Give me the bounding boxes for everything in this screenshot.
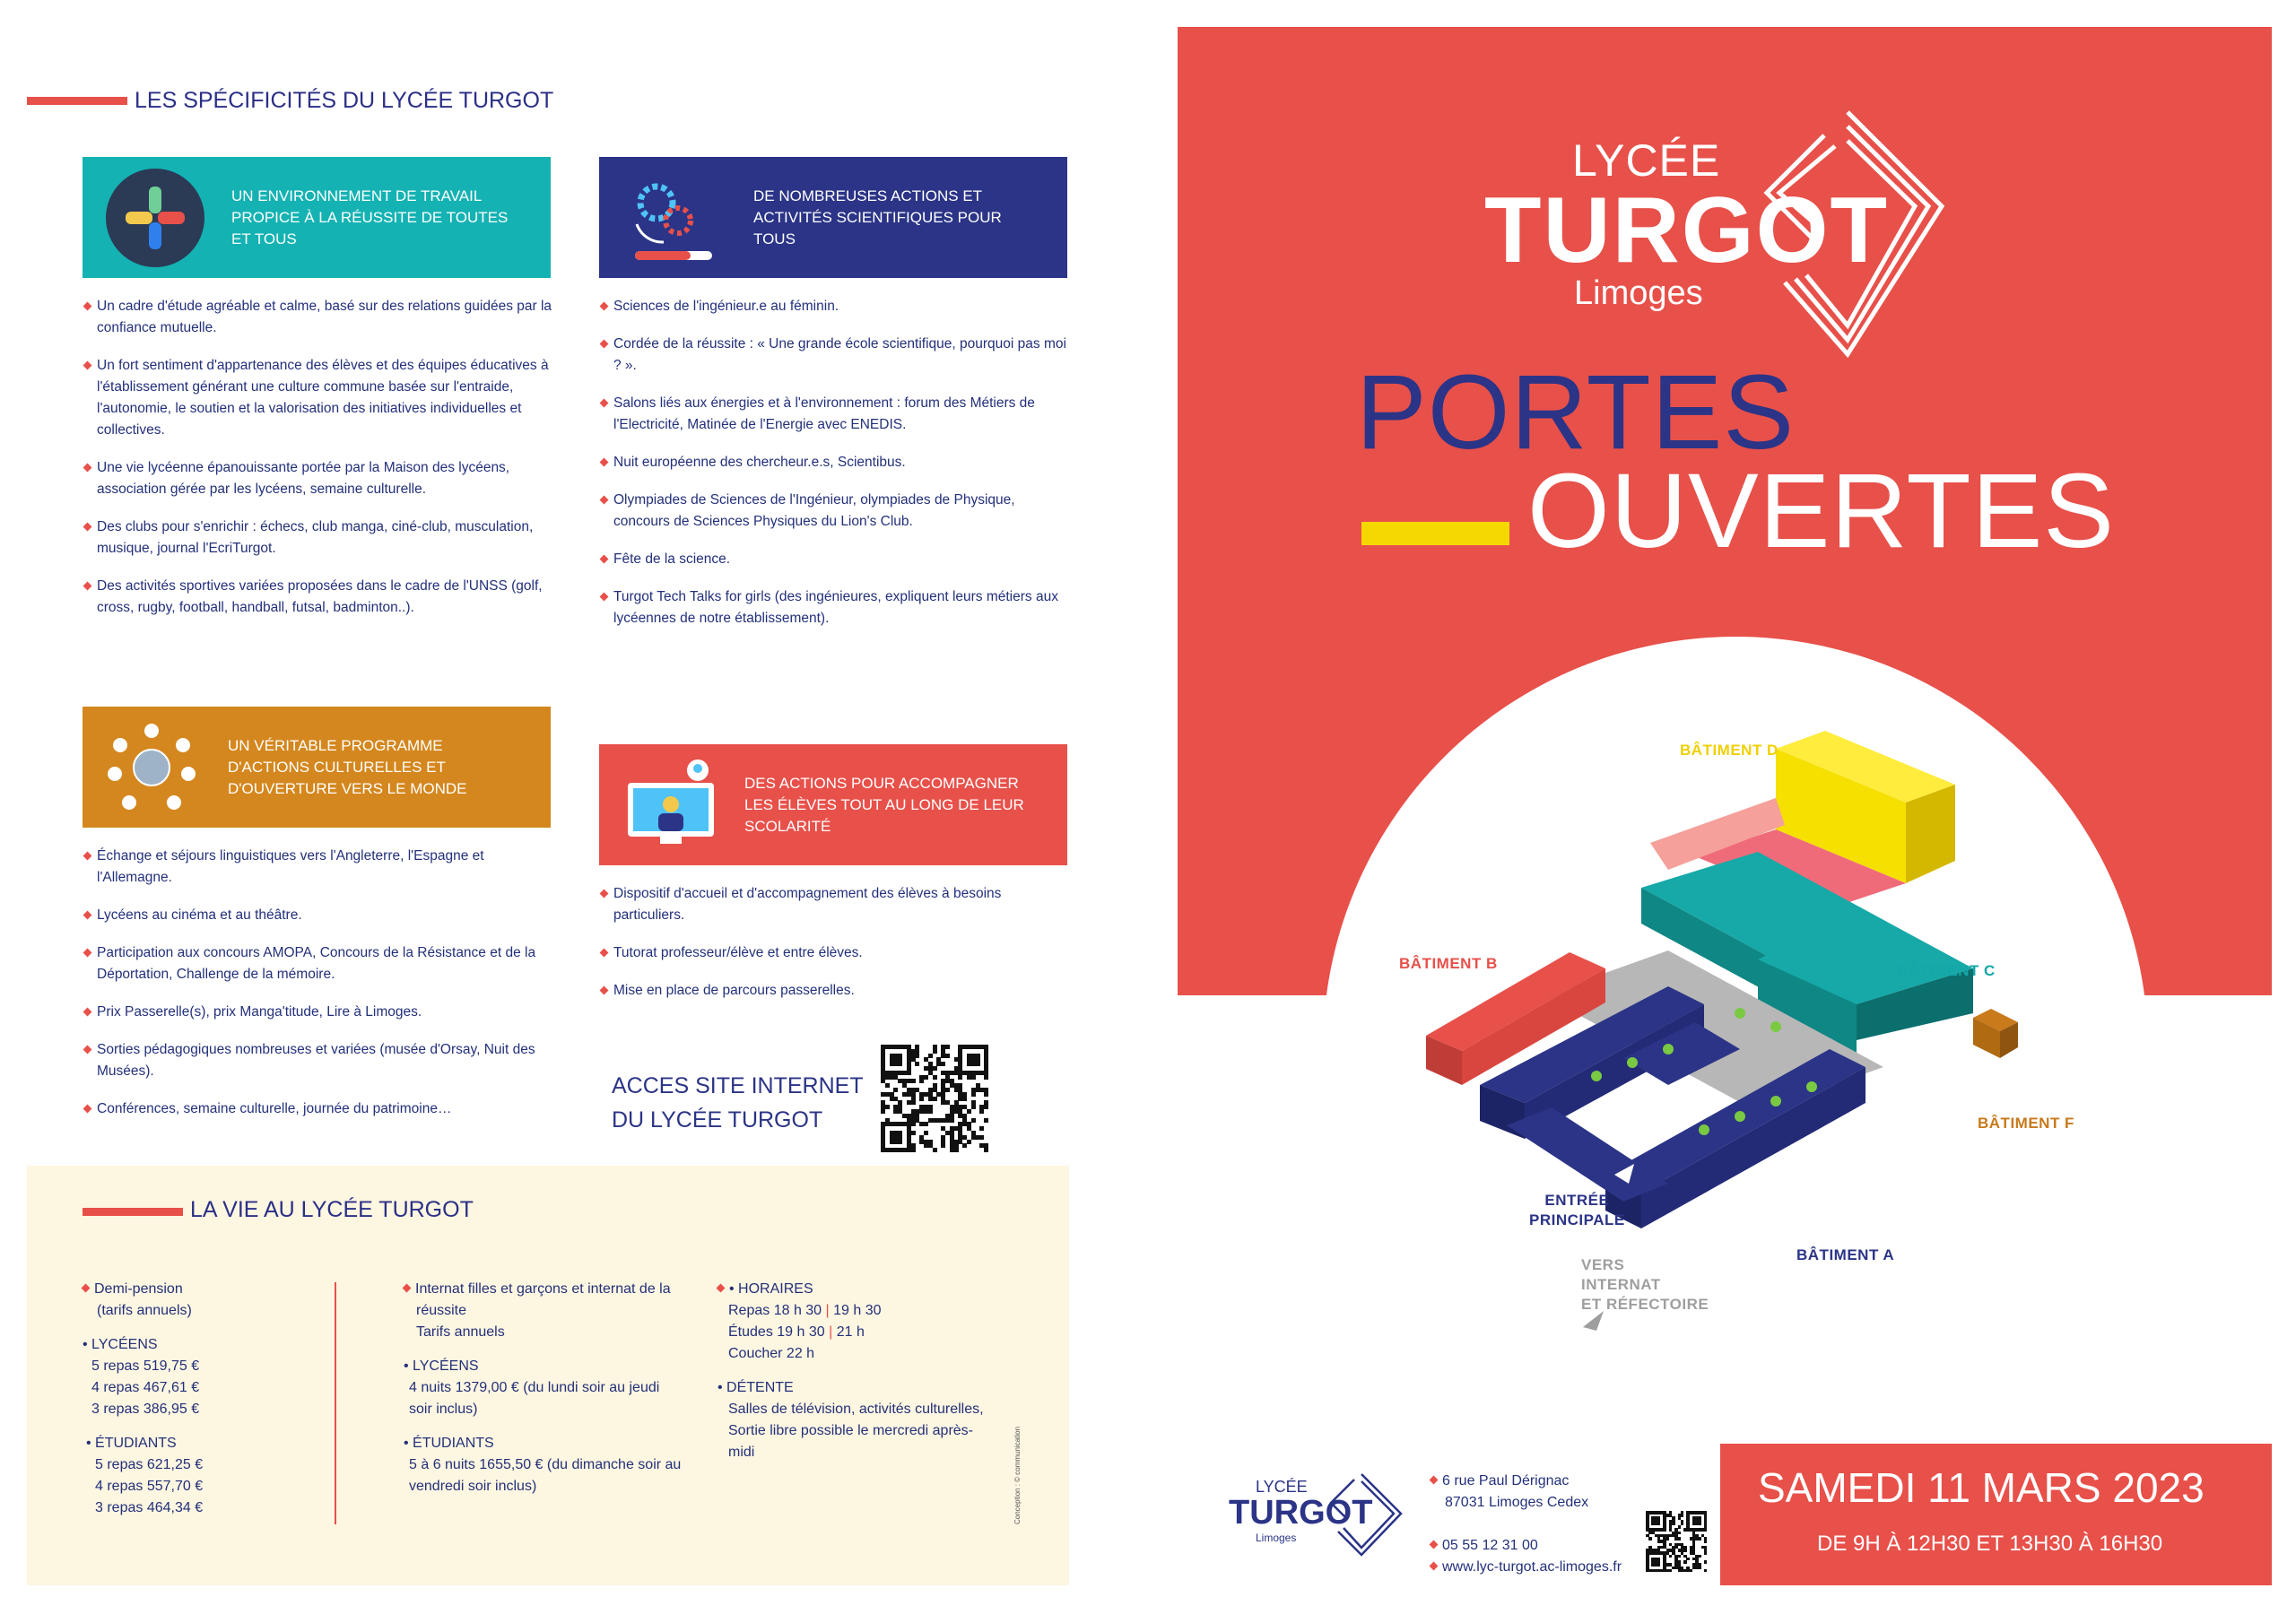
qr-module <box>1681 1514 1684 1517</box>
card-heading-line: DES ACTIONS POUR ACCOMPAGNER <box>744 774 1019 792</box>
vie-text: Salles de télévision, activités culturelles, <box>728 1402 984 1417</box>
vie-text: • LYCÉENS <box>404 1358 479 1374</box>
label-line: PRINCIPALE <box>1529 1211 1625 1228</box>
card-heading-line: ET TOUS <box>231 230 297 247</box>
card-culture-header <box>83 707 551 828</box>
vie-text: 21 h <box>836 1324 865 1340</box>
footer-diamond-icon <box>1326 1471 1406 1560</box>
globe-network-icon <box>102 718 201 817</box>
vie-title: LA VIE AU LYCÉE TURGOT <box>190 1197 474 1222</box>
qr-module <box>924 1131 928 1135</box>
list-item: Dispositif d'accueil et d'accompagnement des élèves à besoins particuliers. <box>599 883 1074 926</box>
qr-module <box>924 1075 928 1080</box>
logo-lycee: LYCÉE <box>1572 135 1721 186</box>
vie-text: Coucher 22 h <box>728 1346 815 1361</box>
qr-module <box>919 1097 924 1101</box>
list-item: Mise en place de parcours passerelles. <box>599 980 1074 1002</box>
vie-rule <box>83 1208 183 1216</box>
qr-module <box>971 1092 976 1097</box>
qr-module <box>933 1049 937 1054</box>
list-item: Sciences de l'ingénieur.e au féminin. <box>599 296 1074 317</box>
qr-module <box>979 1135 984 1140</box>
label-batiment-b: BÂTIMENT B <box>1399 955 1498 972</box>
vie-text: (tarifs annuels) <box>97 1303 192 1318</box>
card-heading-line: LES ÉLÈVES TOUT AU LONG DE LEUR <box>744 795 1024 813</box>
label-batiment-c: BÂTIMENT C <box>1897 962 1996 979</box>
qr-module <box>1681 1523 1684 1526</box>
label-line: ENTRÉE <box>1544 1192 1610 1209</box>
title-rule <box>27 97 127 105</box>
list-item: Une vie lycéenne épanouissante portée par la Maison des lycéens, association gérée par les lycéens, semaine culturelle. <box>83 457 558 500</box>
card-heading-line: UN VÉRITABLE PROGRAMME <box>228 736 443 754</box>
qr-module <box>971 1118 976 1123</box>
logo-diamond-icon <box>1749 103 1955 372</box>
qr-module <box>1704 1540 1708 1543</box>
qr-module <box>911 1100 916 1105</box>
label-vers-internat <box>1581 1255 1709 1315</box>
diamond-bullet <box>82 1284 91 1293</box>
vie-text: Études 19 h 30 <box>728 1324 825 1340</box>
qr-module <box>885 1105 890 1109</box>
qr-module <box>1669 1555 1673 1558</box>
qr-module <box>928 1054 933 1058</box>
vie-text: 3 repas 464,34 € <box>95 1500 204 1515</box>
qr-module <box>945 1088 950 1092</box>
qr-module <box>1678 1537 1682 1541</box>
qr-module <box>911 1148 916 1152</box>
card-heading-line: TOUS <box>753 230 796 247</box>
list-item: Lycéens au cinéma et au théâtre. <box>83 905 558 926</box>
vie-internat <box>404 1279 700 1497</box>
logo-city: Limoges <box>1574 274 1703 312</box>
vie-text: • HORAIRES <box>729 1281 813 1297</box>
qr-module <box>1648 1537 1652 1541</box>
diamond-bullet <box>1430 1562 1439 1571</box>
qr-code-footer[interactable] <box>1646 1511 1707 1572</box>
qr-module <box>1663 1528 1666 1532</box>
list-item: Cordée de la réussite : « Une grande école scientifique, pourquoi pas moi ? ». <box>599 334 1074 377</box>
card-sciences-header <box>599 157 1067 278</box>
label-line: VERS <box>1581 1256 1625 1273</box>
qr-module <box>933 1075 937 1080</box>
site-link-line: ACCES SITE INTERNET <box>612 1073 864 1098</box>
qr-module <box>979 1126 984 1131</box>
label-batiment-a: BÂTIMENT A <box>1796 1246 1895 1263</box>
card-heading-line: ACTIVITÉS SCIENTIFIQUES POUR <box>753 208 1002 226</box>
qr-module <box>967 1109 971 1114</box>
label-line: ET RÉFECTOIRE <box>1581 1296 1709 1313</box>
qr-module <box>962 1097 967 1101</box>
logo-turgot: TURGOT <box>1484 178 1890 282</box>
design-credit: Conception : © communication <box>1013 1426 1022 1524</box>
footer-logo-turgot: TURGOT <box>1229 1494 1373 1532</box>
vie-text: soir inclus) <box>409 1402 478 1417</box>
event-date: SAMEDI 11 MARS 2023 <box>1758 1464 2205 1511</box>
cover-yellow-bar <box>1361 522 1509 545</box>
qr-module <box>1657 1523 1661 1526</box>
vie-text: réussite <box>416 1303 467 1318</box>
page-title: LES SPÉCIFICITÉS DU LYCÉE TURGOT <box>135 88 554 113</box>
qr-module <box>976 1062 980 1066</box>
qr-module <box>933 1148 937 1152</box>
vie-horaires <box>718 1279 1013 1463</box>
vie-text: • LYCÉENS <box>83 1337 158 1352</box>
vie-text: Demi-pension <box>94 1281 183 1297</box>
qr-module <box>950 1118 954 1123</box>
card-environnement-header <box>83 157 551 278</box>
qr-module <box>1683 1549 1687 1552</box>
vie-text: 5 à 6 nuits 1655,50 € (du dimanche soir au <box>409 1457 682 1472</box>
qr-module <box>898 1140 902 1144</box>
list-item: Salons liés aux énergies et à l'environnement : forum des Métiers de l'Electricité, Matinée de l'Energie avec ENEDIS. <box>599 393 1074 436</box>
list-item: Un cadre d'étude agréable et calme, basé sur des relations guidées par la confiance mutuelle. <box>83 296 558 339</box>
qr-module <box>984 1118 988 1123</box>
label-line: INTERNAT <box>1581 1276 1661 1293</box>
cover-portes: PORTES <box>1356 353 1796 472</box>
qr-module <box>1698 1523 1701 1526</box>
vie-text: 4 repas 467,61 € <box>91 1380 200 1395</box>
qr-module <box>1678 1532 1682 1535</box>
phone-number: 05 55 12 31 00 <box>1442 1538 1538 1553</box>
footer-logo-lycee: LYCÉE <box>1256 1478 1308 1496</box>
list-item: Conférences, semaine culturelle, journée du patrimoine… <box>83 1098 558 1120</box>
qr-module <box>1666 1537 1670 1541</box>
card-accompagnement-header <box>599 744 1067 865</box>
vie-text: 4 repas 557,70 € <box>95 1479 204 1494</box>
qr-module <box>924 1122 928 1126</box>
qr-module <box>907 1071 911 1075</box>
hands-icon <box>106 169 204 267</box>
vie-text: midi <box>728 1445 755 1460</box>
vie-text: Sortie libre possible le mercredi après- <box>728 1423 973 1438</box>
vie-text: 5 repas 519,75 € <box>91 1358 200 1374</box>
qr-module <box>915 1054 919 1058</box>
vie-text: vendredi soir inclus) <box>409 1479 537 1494</box>
qr-module <box>945 1045 950 1049</box>
diamond-bullet <box>1430 1541 1439 1549</box>
vie-text: 4 nuits 1379,00 € (du lundi soir au jeudi <box>409 1380 660 1395</box>
card-heading-line: UN ENVIRONNEMENT DE TRAVAIL <box>231 187 483 204</box>
vie-demi-pension <box>83 1279 316 1519</box>
gears-icon <box>619 169 726 267</box>
qr-module <box>911 1079 916 1083</box>
qr-module <box>984 1148 988 1152</box>
card-heading-line: D'OUVERTURE VERS LE MONDE <box>228 779 467 797</box>
qr-module <box>1686 1558 1690 1561</box>
vie-divider <box>335 1282 336 1524</box>
address-line: 6 rue Paul Dérignac <box>1442 1473 1570 1488</box>
card-accompagnement-list <box>599 883 1074 1018</box>
qr-module <box>928 1109 933 1114</box>
card-environnement-list <box>83 296 558 635</box>
qr-module <box>933 1066 937 1071</box>
vie-text: Repas 18 h 30 <box>728 1303 822 1318</box>
qr-module <box>933 1097 937 1101</box>
diamond-bullet <box>1430 1476 1439 1485</box>
qr-module <box>1698 1537 1701 1541</box>
list-item: Nuit européenne des chercheur.e.s, Scientibus. <box>599 452 1074 473</box>
qr-module <box>1704 1569 1708 1573</box>
qr-module <box>984 1092 988 1097</box>
list-item: Turgot Tech Talks for girls (des ingénieures, expliquent leurs métiers aux lycéennes de notre établissement). <box>599 586 1074 629</box>
qr-module <box>1657 1563 1661 1567</box>
site-link[interactable] <box>612 1069 864 1137</box>
card-sciences-list <box>599 296 1074 646</box>
list-item: Tutorat professeur/élève et entre élèves. <box>599 942 1074 964</box>
qr-module <box>911 1122 916 1126</box>
qr-module <box>971 1075 976 1080</box>
card-heading-line: D'ACTIONS CULTURELLES ET <box>228 758 446 776</box>
card-heading-line: SCOLARITÉ <box>744 817 831 835</box>
vie-text: Internat filles et garçons et internat de la <box>415 1281 671 1297</box>
qr-module <box>1704 1560 1708 1564</box>
date-banner <box>1720 1444 2272 1585</box>
cover-ouvertes: OUVERTES <box>1527 452 2115 570</box>
qr-module <box>945 1054 950 1058</box>
diamond-bullet <box>717 1284 726 1293</box>
qr-module <box>881 1109 885 1114</box>
list-item: Olympiades de Sciences de l'Ingénieur, olympiades de Physique, concours de Sciences Physiques du Lion's Club. <box>599 490 1074 533</box>
qr-module <box>1669 1569 1673 1573</box>
video-call-icon <box>624 756 723 855</box>
vie-text: • DÉTENTE <box>718 1380 794 1395</box>
building-f <box>1973 1009 2018 1058</box>
list-item: Fête de la science. <box>599 549 1074 570</box>
qr-module <box>1690 1569 1693 1573</box>
qr-module <box>967 1140 971 1144</box>
list-item: Participation aux concours AMOPA, Concours de la Résistance et de la Déportation, Challenge de la mémoire. <box>83 942 558 985</box>
vie-text: • ÉTUDIANTS <box>86 1436 177 1451</box>
qr-module <box>1704 1528 1708 1532</box>
qr-module <box>954 1148 959 1152</box>
label-batiment-f: BÂTIMENT F <box>1978 1115 2074 1132</box>
qr-module <box>1698 1555 1701 1558</box>
qr-module <box>1698 1567 1701 1570</box>
vie-text: 3 repas 386,95 € <box>91 1402 200 1417</box>
qr-module <box>1683 1560 1687 1564</box>
separator: | <box>829 1324 833 1340</box>
qr-module <box>919 1079 924 1083</box>
qr-module <box>958 1075 962 1080</box>
qr-module <box>898 1062 902 1066</box>
label-entree <box>1529 1191 1625 1230</box>
vie-text: • ÉTUDIANTS <box>404 1436 494 1451</box>
qr-module <box>941 1062 945 1066</box>
qr-module <box>979 1109 984 1114</box>
qr-module <box>885 1083 890 1088</box>
separator: | <box>825 1303 830 1318</box>
qr-module <box>1678 1525 1682 1529</box>
list-item: Un fort sentiment d'appartenance des élèves et des équipes éducatives à l'établissement générant une culture commune basée sur l'entraide, l'autonomie, le soutien et la valorisation des initiatives individuelles et collectives. <box>83 355 558 441</box>
label-batiment-d: BÂTIMENT D <box>1680 742 1779 759</box>
vie-text: Tarifs annuels <box>416 1324 505 1340</box>
site-link-line: DU LYCÉE TURGOT <box>612 1107 823 1133</box>
qr-module <box>915 1062 919 1066</box>
card-culture-list <box>83 846 558 1136</box>
footer-logo <box>1229 1471 1399 1560</box>
diamond-bullet <box>403 1284 412 1293</box>
list-item: Sorties pédagogiques nombreuses et variées (musée d'Orsay, Nuit des Musées). <box>83 1039 558 1082</box>
qr-module <box>1672 1523 1675 1526</box>
qr-module <box>911 1131 916 1135</box>
vie-text: 5 repas 621,25 € <box>95 1457 204 1472</box>
list-item: Des activités sportives variées proposées dans le cadre de l'UNSS (golf, cross, rugby, football, handball, futsal, badminton..). <box>83 576 558 619</box>
list-item: Des clubs pour s'enrichir : échecs, club manga, ciné-club, musculation, musique, journal l'EcriTurgot. <box>83 516 558 560</box>
card-heading-line: PROPICE À LA RÉUSSITE DE TOUTES <box>231 208 509 226</box>
footer-contact <box>1431 1471 1622 1578</box>
qr-code-site[interactable] <box>881 1045 988 1152</box>
qr-module <box>984 1075 988 1080</box>
cover-logo <box>1480 126 1982 377</box>
footer-logo-city: Limoges <box>1256 1532 1297 1544</box>
address-line: 87031 Limoges Cedex <box>1445 1495 1589 1510</box>
qr-module <box>984 1105 988 1109</box>
card-heading-line: DE NOMBREUSES ACTIONS ET <box>753 187 983 204</box>
qr-module <box>1678 1555 1682 1558</box>
list-item: Échange et séjours linguistiques vers l'Angleterre, l'Espagne et l'Allemagne. <box>83 846 558 889</box>
qr-module <box>971 1105 976 1109</box>
qr-module <box>962 1143 967 1148</box>
event-hours: DE 9H À 12H30 ET 13H30 À 16H30 <box>1817 1532 2163 1556</box>
campus-map <box>1399 717 2081 1345</box>
qr-module <box>941 1143 945 1148</box>
website-link[interactable]: www.lyc-turgot.ac-limoges.fr <box>1442 1559 1622 1575</box>
qr-module <box>1704 1551 1708 1555</box>
list-item: Prix Passerelle(s), prix Manga'titude, Lire à Limoges. <box>83 1002 558 1023</box>
qr-module <box>893 1088 898 1092</box>
vie-text: 19 h 30 <box>833 1303 882 1318</box>
